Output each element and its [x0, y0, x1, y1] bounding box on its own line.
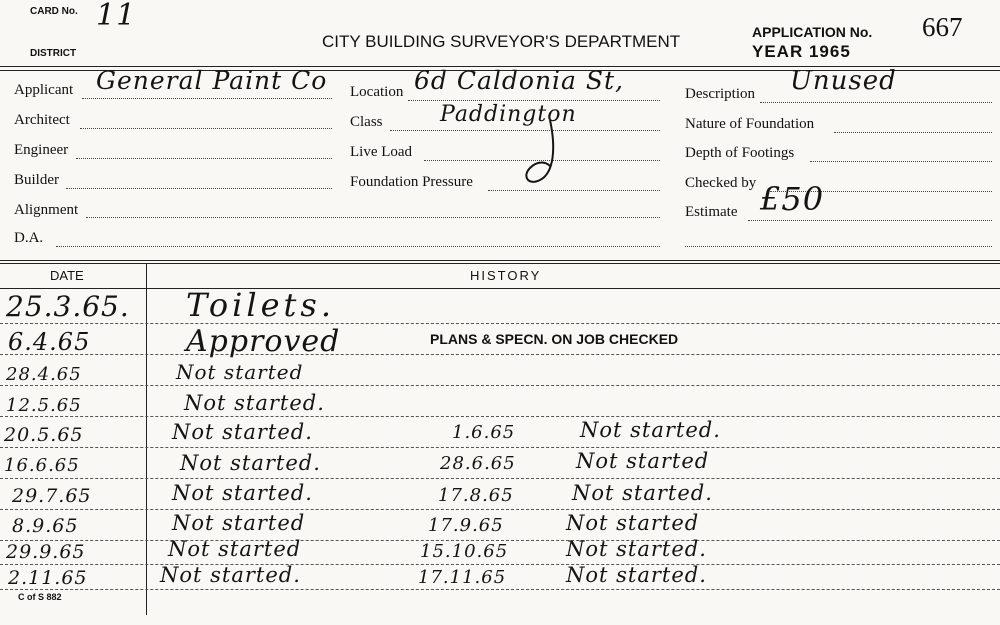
field-label-foundation-pressure: Foundation Pressure — [350, 174, 473, 190]
history-entry: Approved — [186, 324, 341, 359]
history-date: 25.3.65. — [6, 290, 130, 323]
history-date-second: 15.10.65 — [420, 541, 509, 562]
history-date: 16.6.65 — [4, 455, 80, 476]
field-label-architect: Architect — [14, 112, 70, 128]
history-entry-second: Not started. — [580, 418, 721, 442]
field-label-checked-by: Checked by — [685, 175, 757, 191]
history-date-second: 17.9.65 — [428, 515, 504, 536]
history-date-second: 17.11.65 — [418, 567, 507, 588]
history-entry-second: Not started. — [566, 537, 707, 561]
date-column-divider — [146, 263, 147, 615]
field-value-description: Unused — [790, 66, 897, 96]
field-label-alignment: Alignment — [14, 202, 79, 218]
history-entry-second: Not started. — [572, 481, 713, 505]
application-number: 667 — [922, 12, 963, 42]
history-column-header: HISTORY — [470, 268, 542, 283]
field-label-depth-of-footings: Depth of Footings — [685, 145, 795, 161]
field-label-description: Description — [685, 86, 755, 102]
field-label-class: Class — [350, 114, 383, 130]
field-value-estimate: £50 — [760, 180, 825, 218]
history-date: 2.11.65 — [8, 567, 88, 589]
history-date: 6.4.65 — [8, 328, 91, 356]
history-entry: Not started — [176, 360, 304, 384]
field-label-builder: Builder — [14, 172, 59, 188]
history-date-second: 1.6.65 — [452, 422, 516, 443]
history-date: 29.9.65 — [6, 541, 86, 563]
field-value-applicant: General Paint Co — [96, 66, 328, 95]
field-label-applicant: Applicant — [14, 82, 74, 98]
history-date-second: 28.6.65 — [440, 453, 516, 474]
history-date-second: 17.8.65 — [438, 485, 514, 506]
checked-stamp: PLANS & SPECN. ON JOB CHECKED — [430, 331, 679, 347]
history-entry: Not started — [172, 511, 306, 535]
history-entry: Not started. — [172, 420, 313, 444]
history-entry: Not started — [168, 537, 302, 561]
district-label: DISTRICT — [30, 48, 77, 59]
history-date: 29.7.65 — [12, 485, 92, 507]
history-entry: Not started. — [180, 451, 321, 475]
history-entry: Not started. — [184, 391, 325, 415]
history-entry-second: Not started. — [566, 563, 707, 587]
history-date: 20.5.65 — [4, 424, 84, 446]
year-label: YEAR 1965 — [752, 42, 851, 61]
card-no-label: CARD No. — [30, 6, 78, 17]
history-entry: Toilets. — [186, 286, 335, 324]
form-code: C of S 882 — [18, 592, 62, 602]
table-top-rule — [0, 260, 1000, 261]
field-label-location: Location — [350, 84, 404, 100]
history-entry: Not started. — [172, 481, 313, 505]
history-entry: Not started. — [160, 563, 301, 587]
history-date: 8.9.65 — [12, 515, 79, 537]
field-label-estimate: Estimate — [685, 204, 738, 220]
date-column-header: DATE — [50, 268, 84, 283]
field-value-location: 6d Caldonia St, — [414, 66, 625, 95]
handwriting-flourish — [520, 118, 560, 188]
history-entry-second: Not started — [566, 511, 700, 535]
department-title: CITY BUILDING SURVEYOR'S DEPARTMENT — [322, 32, 681, 51]
field-label-live-load: Live Load — [350, 144, 413, 160]
history-date: 28.4.65 — [6, 364, 82, 385]
field-label-nature-of-foundation: Nature of Foundation — [685, 116, 815, 132]
application-label: APPLICATION No. — [752, 24, 873, 40]
card-no-value: 11 — [96, 0, 137, 33]
field-label-da: D.A. — [14, 230, 44, 246]
history-date: 12.5.65 — [6, 395, 82, 416]
field-value-class: Paddington — [440, 102, 577, 127]
field-label-engineer: Engineer — [14, 142, 69, 158]
history-entry-second: Not started — [576, 449, 710, 473]
